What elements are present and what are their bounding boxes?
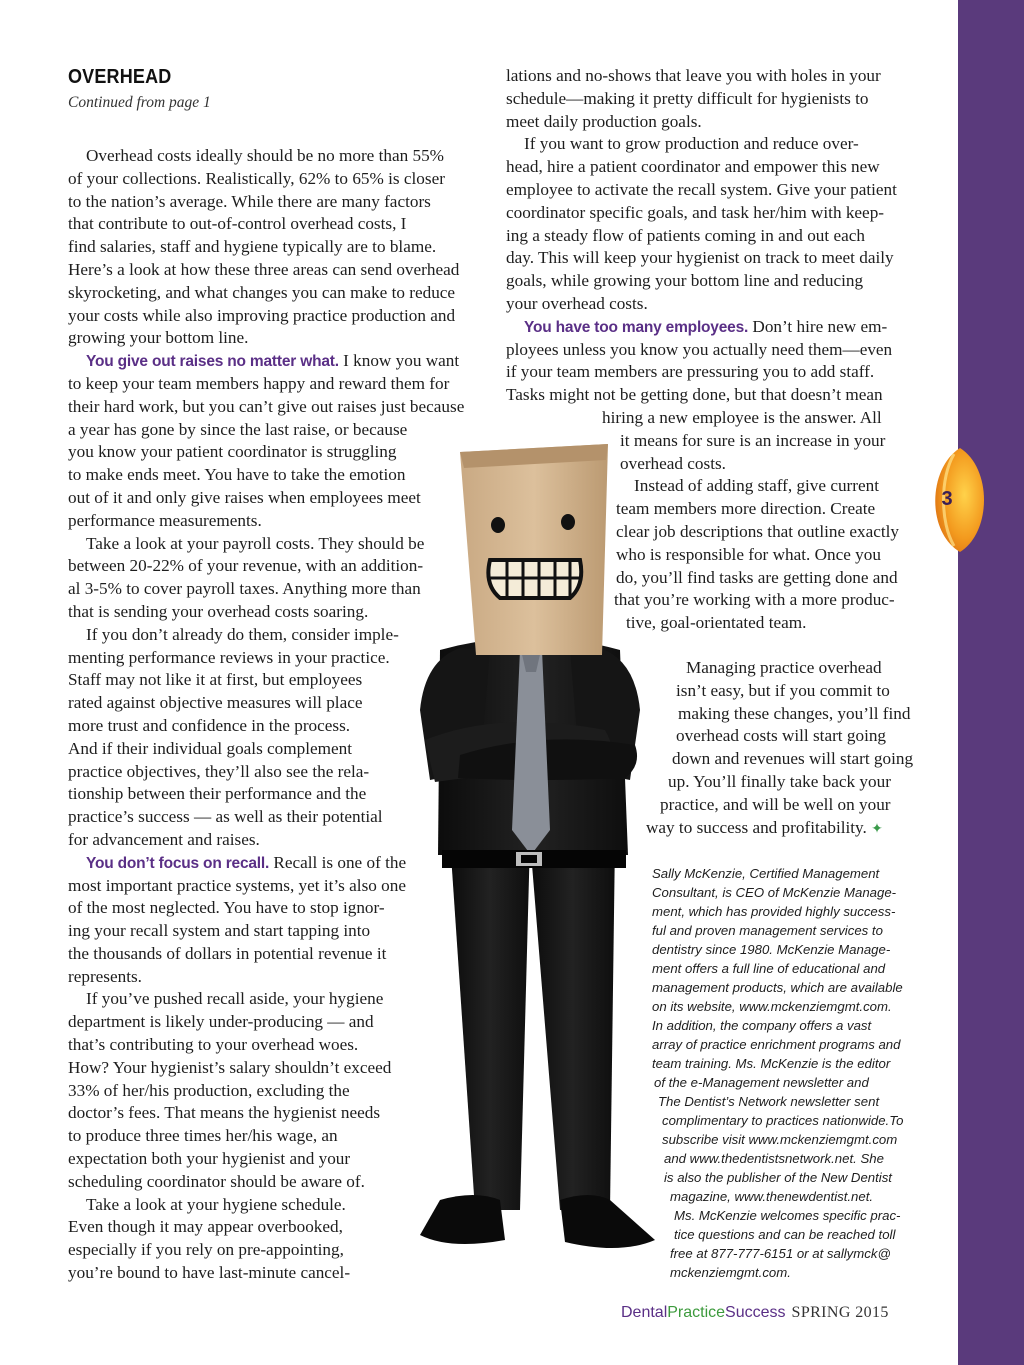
line-text: dentistry since 1980. McKenzie Manage- [652, 942, 891, 957]
line-text: clear job descriptions that outline exactly [616, 521, 900, 541]
line-text: way to success and profitability. [646, 817, 867, 837]
line-text: Staff may not like it at first, but employees [68, 670, 363, 690]
text-line [0, 1111, 903, 1130]
text-line [506, 316, 897, 339]
line-text: the thousands of dollars in potential revenue it [68, 943, 387, 963]
continued-note: Continued from page 1 [68, 94, 211, 111]
line-text: ment, which has provided highly success- [652, 904, 896, 919]
line-text: tionship between their performance and the [68, 784, 367, 804]
text-line [506, 361, 897, 384]
line-text: ment offers a full line of educational and [652, 961, 886, 976]
line-text: And if their individual goals complement [68, 738, 353, 758]
text-line [506, 88, 897, 111]
text-line [0, 1016, 903, 1035]
subhead: You don’t focus on recall. [86, 854, 270, 872]
text-line [68, 282, 464, 305]
line-text: Here’s a look at how these three areas can send overhead [68, 259, 460, 279]
line-text: subscribe visit www.mckenziemgmt.com [662, 1132, 898, 1147]
line-text: mckenziemgmt.com. [670, 1265, 791, 1280]
text-line [68, 350, 464, 373]
line-text: represents. [68, 966, 142, 986]
text-line [506, 202, 897, 225]
line-text: their hard work, but you can’t give out raises just because [68, 396, 465, 416]
line-text: Take a look at your hygiene schedule. [86, 1194, 346, 1214]
line-text: especially if you rely on pre-appointing, [68, 1240, 344, 1260]
line-text: who is responsible for what. Once you [616, 544, 881, 564]
subhead: You have too many employees. [524, 318, 749, 336]
text-line [0, 1187, 903, 1206]
line-text: out of it and only give raises when employees meet [68, 487, 421, 507]
line-text: array of practice enrichment programs and [652, 1037, 901, 1052]
section-title: OVERHEAD [68, 66, 172, 88]
line-text: The Dentist’s Network newsletter sent [658, 1094, 880, 1109]
text-line [0, 902, 903, 921]
line-text: head, hire a patient coordinator and empower this new [506, 157, 880, 177]
line-text: ful and proven management services to [652, 923, 883, 938]
line-text: that contribute to out-of-control overhead costs, I [68, 214, 407, 234]
line-text: to make ends meet. You have to take the emotion [68, 465, 406, 485]
text-line [506, 293, 897, 316]
text-line [0, 1244, 903, 1263]
line-text: if your team members are pressuring you to add staff. [506, 362, 875, 382]
line-text: down and revenues will start going [672, 749, 914, 769]
text-line [506, 179, 897, 202]
author-bio [0, 864, 903, 1282]
text-line [506, 225, 897, 248]
line-text: you know your patient coordinator is struggling [68, 442, 397, 462]
line-text: ing a steady flow of patients coming in and out each [506, 225, 865, 245]
line-text: tice questions and can be reached toll [674, 1227, 896, 1242]
line-text: tive, goal-orientated team. [626, 613, 807, 633]
line-text: Consultant, is CEO of McKenzie Manage- [652, 885, 897, 900]
line-text: practice’s success — as well as their potential [68, 807, 383, 827]
subhead: You give out raises no matter what. [86, 353, 339, 371]
line-text: How? Your hygienist’s salary shouldn’t exceed [68, 1057, 392, 1077]
line-text: that is sending your overhead costs soaring. [68, 601, 369, 621]
text-line [68, 305, 464, 328]
line-text: In addition, the company offers a vast [652, 1018, 872, 1033]
line-text: making these changes, you’ll find [678, 703, 911, 723]
text-line [0, 1035, 903, 1054]
line-text: day. This will keep your hygienist on track to meet daily [506, 248, 894, 268]
line-text: Recall is one of the [269, 852, 407, 872]
text-line [0, 864, 903, 883]
text-line [68, 236, 464, 259]
text-line [0, 921, 903, 940]
line-text: skyrocketing, and what changes you can make to reduce [68, 282, 456, 302]
line-text: overhead costs will start going [676, 726, 887, 746]
line-text: and www.thedentistsnetwork.net. She [664, 1151, 884, 1166]
text-line [0, 1092, 903, 1111]
column-2-text [506, 65, 897, 407]
line-text: to the nation’s average. While there are many factors [68, 191, 431, 211]
text-line [0, 940, 903, 959]
line-text: to produce three times her/his wage, an [68, 1126, 338, 1146]
text-line [68, 145, 464, 168]
line-text: practice, and will be well on your [660, 794, 891, 814]
line-text: ployees unless you know you actually need them—even [506, 339, 893, 359]
text-line [0, 1206, 903, 1225]
line-text: overhead costs. [620, 453, 726, 473]
line-text: Ms. McKenzie welcomes specific prac- [674, 1208, 901, 1223]
line-text: of the e-Management newsletter and [654, 1075, 869, 1090]
line-text: do, you’ll find tasks are getting done and [616, 567, 898, 587]
line-text: hiring a new employee is the answer. All [602, 408, 882, 427]
line-text: meet daily production goals. [506, 111, 702, 131]
line-text: Overhead costs ideally should be no more than 55% [86, 146, 444, 165]
line-text: Managing practice overhead [686, 658, 882, 677]
line-text: If you want to grow production and reduce over- [524, 134, 859, 154]
line-text: ing your recall system and start tapping into [68, 921, 371, 941]
line-text: performance measurements. [68, 510, 262, 530]
text-line [506, 247, 897, 270]
text-line [0, 1168, 903, 1187]
text-line [0, 1073, 903, 1092]
line-text: department is likely under-producing — and [68, 1012, 374, 1032]
footer-brand-practice: Practice [667, 1304, 726, 1321]
purple-sidebar [958, 0, 1024, 1365]
text-line [506, 65, 897, 88]
text-line [0, 1263, 903, 1282]
footer-issue-date: SPRING 2015 [791, 1304, 889, 1321]
line-text: Sally McKenzie, Certified Management [652, 866, 880, 881]
line-text: al 3-5% to cover payroll taxes. Anything more than [68, 579, 421, 599]
footer-brand-dental: Dental [621, 1304, 668, 1321]
footer-brand-success: Success [725, 1304, 786, 1321]
line-text: of the most neglected. You have to stop ignor- [68, 898, 385, 918]
line-text: scheduling coordinator should be aware of. [68, 1171, 365, 1191]
line-text: doctor’s fees. That means the hygienist needs [68, 1103, 381, 1123]
line-text: I know you want [338, 351, 460, 371]
line-text: magazine, www.thenewdentist.net. [670, 1189, 874, 1204]
line-text: Don’t hire new em- [748, 316, 888, 336]
text-line [506, 339, 897, 362]
line-text: your costs while also improving practice production and [68, 305, 456, 325]
text-line [68, 191, 464, 214]
line-text: lations and no-shows that leave you with holes in your [506, 66, 881, 85]
line-text: rated against objective measures will place [68, 693, 363, 713]
line-text: Instead of adding staff, give current [634, 476, 879, 496]
line-text: team members more direction. Create [616, 499, 876, 519]
line-text: practice objectives, they’ll also see the rela- [68, 761, 370, 781]
line-text: employee to activate the recall system. Give your patient [506, 179, 897, 199]
line-text: goals, while growing your bottom line and reducing [506, 271, 864, 291]
text-line [506, 384, 897, 407]
line-text: on its website, www.mckenziemgmt.com. [652, 999, 892, 1014]
text-line [68, 168, 464, 191]
end-mark-icon: ✦ [871, 821, 883, 837]
line-text: is also the publisher of the New Dentist [664, 1170, 892, 1185]
text-line [0, 959, 903, 978]
line-text: free at 877-777-6151 or at sallymck@ [670, 1246, 891, 1261]
line-text: growing your bottom line. [68, 328, 249, 348]
text-line [0, 1225, 903, 1244]
line-text: to keep your team members happy and reward them for [68, 373, 450, 393]
text-line [506, 270, 897, 293]
text-line [0, 1054, 903, 1073]
text-line [68, 373, 464, 396]
line-text: Take a look at your payroll costs. They should be [86, 533, 425, 553]
line-text: between 20-22% of your revenue, with an addition- [68, 556, 424, 576]
line-text: menting performance reviews in your practice. [68, 647, 390, 667]
text-line [0, 1130, 903, 1149]
line-text: up. You’ll finally take back your [668, 771, 891, 791]
line-text: complimentary to practices nationwide.To [662, 1113, 904, 1128]
line-text: more trust and confidence in the process. [68, 715, 351, 735]
line-text: isn’t easy, but if you commit to [676, 680, 890, 700]
line-text: for advancement and raises. [68, 829, 260, 849]
text-line [0, 997, 903, 1016]
line-text: coordinator specific goals, and task her/him with keep- [506, 202, 885, 222]
line-text: that you’re working with a more produc- [614, 590, 895, 610]
line-text: Even though it may appear overbooked, [68, 1217, 343, 1237]
line-text: most important practice systems, yet it’s also one [68, 875, 406, 895]
line-text: that’s contributing to your overhead woes. [68, 1035, 359, 1055]
line-text: a year has gone by since the last raise, or because [68, 419, 408, 439]
line-text: If you’ve pushed recall aside, your hygiene [86, 989, 384, 1009]
text-line [68, 327, 464, 350]
line-text: Tasks might not be getting done, but that doesn’t mean [506, 385, 883, 405]
line-text: team training. Ms. McKenzie is the editor [652, 1056, 891, 1071]
text-line [506, 156, 897, 179]
line-text: find salaries, staff and hygiene typically are to blame. [68, 237, 437, 257]
text-line [506, 111, 897, 134]
line-text: schedule—making it pretty difficult for hygienists to [506, 88, 869, 108]
text-line [0, 883, 903, 902]
text-line [68, 259, 464, 282]
text-line [68, 213, 464, 236]
line-text: of your collections. Realistically, 62% to 65% is closer [68, 168, 445, 188]
text-line [506, 133, 897, 156]
line-text: 33% of her/his production, excluding the [68, 1080, 350, 1100]
footer [621, 1304, 889, 1322]
line-text: expectation both your hygienist and your [68, 1149, 351, 1169]
page-number: 3 [941, 488, 953, 510]
line-text: If you don’t already do them, consider imple- [86, 624, 399, 644]
text-line [0, 978, 903, 997]
line-text: it means for sure is an increase in your [620, 430, 886, 450]
text-line [0, 1149, 903, 1168]
line-text: you’re bound to have last-minute cancel- [68, 1263, 351, 1283]
line-text: your overhead costs. [506, 293, 648, 313]
line-text: management products, which are available [652, 980, 903, 995]
